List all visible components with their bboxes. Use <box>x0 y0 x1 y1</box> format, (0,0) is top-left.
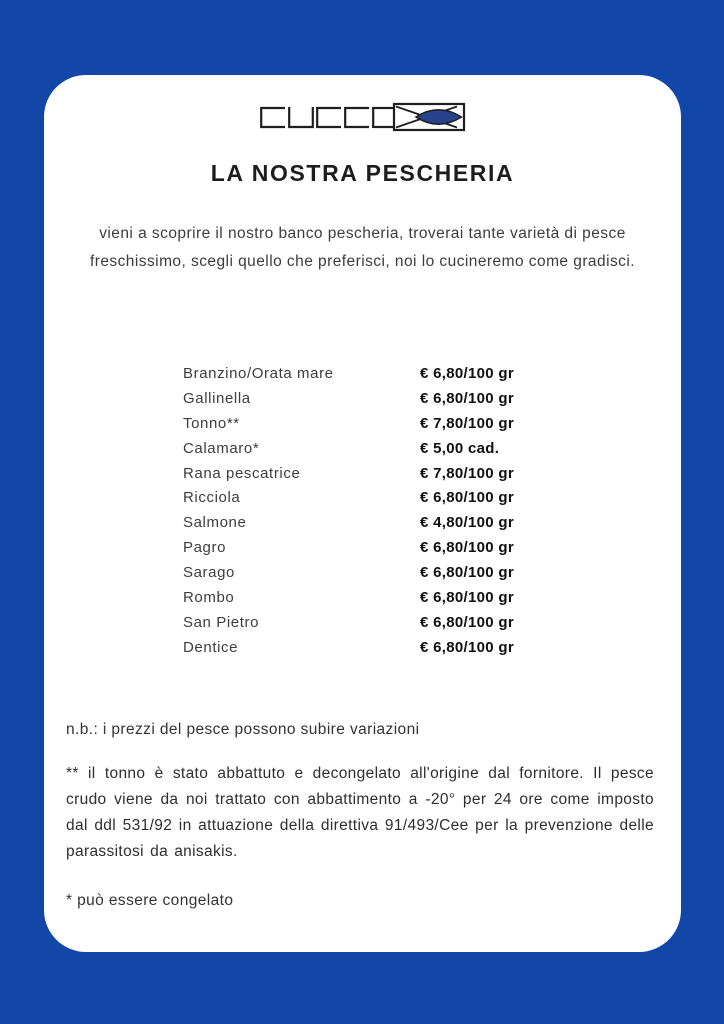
item-price: € 7,80/100 gr <box>420 414 514 432</box>
price-row <box>183 361 603 386</box>
price-row <box>183 386 603 411</box>
price-row <box>183 461 603 486</box>
item-name: Salmone <box>183 514 247 532</box>
item-name: Gallinella <box>183 389 251 407</box>
logo-letters <box>261 107 396 127</box>
item-name: Calamaro* <box>183 439 260 457</box>
item-price: € 6,80/100 gr <box>420 638 514 656</box>
item-name: Branzino/Orata mare <box>183 364 334 382</box>
item-price: € 6,80/100 gr <box>420 489 514 507</box>
item-name: Rana pescatrice <box>183 464 301 482</box>
price-row <box>183 485 603 510</box>
item-name: Ricciola <box>183 489 241 507</box>
price-row <box>183 560 603 585</box>
note-congelato: * può essere congelato <box>66 892 234 909</box>
page-title: LA NOSTRA PESCHERIA <box>210 160 515 186</box>
item-name: Pagro <box>183 539 227 557</box>
item-price: € 6,80/100 gr <box>420 564 514 582</box>
cucco-logo <box>260 102 466 132</box>
item-price: € 6,80/100 gr <box>420 613 514 631</box>
price-row <box>183 535 603 560</box>
price-row <box>183 585 603 610</box>
item-price: € 4,80/100 gr <box>420 514 514 532</box>
price-row <box>183 510 603 535</box>
fish-icon <box>394 104 464 130</box>
price-row <box>183 635 603 660</box>
price-list <box>183 361 603 660</box>
note-tonno: ** il tonno è stato abbattuto e decongelato all'origine dal fornitore. Il pesce crudo viene da noi trattato con abbattimento a -20° per 24 ore come imposto dal ddl 531/92 in attuazione della direttiva 91/493/Cee per la prevenzione delle parassitosi da anisakis. <box>66 765 654 860</box>
price-row <box>183 436 603 461</box>
item-name: Sarago <box>183 564 235 582</box>
item-price: € 6,80/100 gr <box>420 588 514 606</box>
item-price: € 6,80/100 gr <box>420 539 514 557</box>
item-price: € 6,80/100 gr <box>420 389 514 407</box>
intro-text: vieni a scoprire il nostro banco pescheria, troverai tante varietà di pesce freschissimo, scegli quello che preferisci, noi lo cucineremo come gradisci. <box>89 225 636 270</box>
menu-card <box>44 75 681 952</box>
note-variations: n.b.: i prezzi del pesce possono subire variazioni <box>66 721 420 738</box>
item-price: € 7,80/100 gr <box>420 464 514 482</box>
item-price: € 6,80/100 gr <box>420 364 514 382</box>
item-price: € 5,00 cad. <box>420 439 500 457</box>
item-name: Dentice <box>183 638 239 656</box>
item-name: Rombo <box>183 588 235 606</box>
price-row <box>183 411 603 436</box>
price-row <box>183 610 603 635</box>
item-name: Tonno** <box>183 414 240 432</box>
item-name: San Pietro <box>183 613 260 631</box>
